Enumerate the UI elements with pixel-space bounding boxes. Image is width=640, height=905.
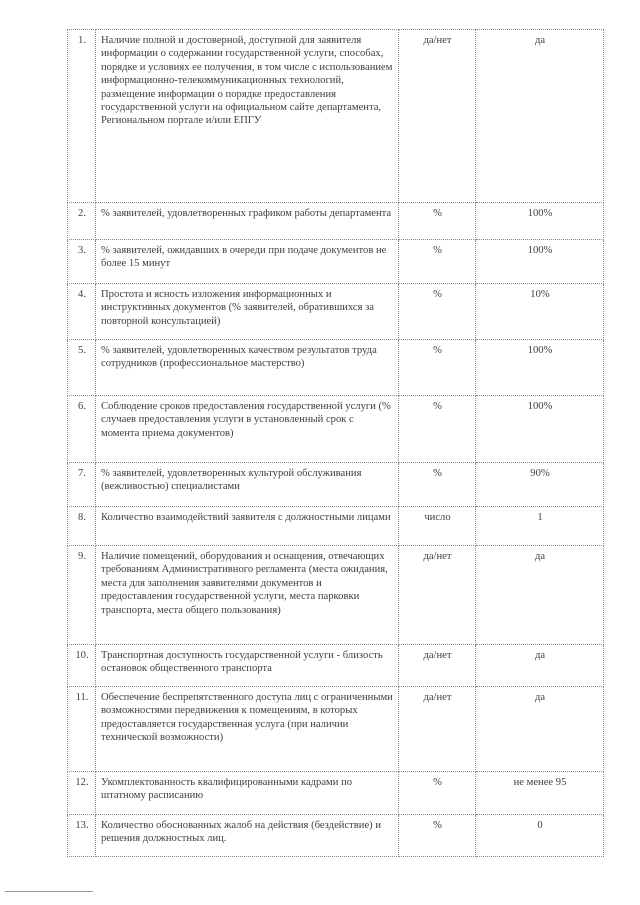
row-number: 13. — [68, 815, 96, 857]
unit-of-measure: да/нет — [399, 30, 476, 203]
table-row — [68, 30, 604, 203]
unit-of-measure: % — [399, 340, 476, 396]
unit-of-measure: % — [399, 815, 476, 857]
indicator-name: Наличие полной и достоверной, доступной для заявителя информации о содержании государственной услуги, способах, порядке и условиях ее получения, в том числе с использованием информационно-телекоммуникационных технологий, размещение информации о порядке предоставления государственной услуги на официальном сайте департамента, Региональном портале и/или ЕПГУ — [96, 30, 399, 203]
indicator-name: Наличие помещений, оборудования и оснащения, отвечающих требованиям Административного регламента (места ожидания, места для заполнения заявителями документов и предоставления государственной услуги, места парковки транспорта, места общего пользования) — [96, 546, 399, 645]
table-row — [68, 240, 604, 284]
row-number: 4. — [68, 284, 96, 340]
table-row — [68, 340, 604, 396]
row-number: 5. — [68, 340, 96, 396]
table-row — [68, 507, 604, 546]
row-number: 6. — [68, 396, 96, 463]
unit-of-measure: число — [399, 507, 476, 546]
indicator-value: 10% — [476, 284, 604, 340]
row-number: 8. — [68, 507, 96, 546]
row-number: 1. — [68, 30, 96, 203]
unit-of-measure: % — [399, 772, 476, 815]
indicator-name: % заявителей, удовлетворенных графиком работы департамента — [96, 203, 399, 240]
indicator-value: да — [476, 546, 604, 645]
footer-rule — [5, 891, 93, 892]
indicator-name: Укомплектованность квалифицированными кадрами по штатному расписанию — [96, 772, 399, 815]
indicator-name: Количество обоснованных жалоб на действия (бездействие) и решения должностных лиц. — [96, 815, 399, 857]
table-row — [68, 687, 604, 772]
indicator-name: % заявителей, удовлетворенных культурой обслуживания (вежливостью) специалистами — [96, 463, 399, 507]
indicator-name: % заявителей, удовлетворенных качеством результатов труда сотрудников (профессиональное мастерство) — [96, 340, 399, 396]
indicator-value: да — [476, 645, 604, 687]
indicator-value: да — [476, 30, 604, 203]
service-quality-indicators-table — [67, 29, 604, 857]
row-number: 9. — [68, 546, 96, 645]
unit-of-measure: % — [399, 463, 476, 507]
table-row — [68, 546, 604, 645]
unit-of-measure: % — [399, 396, 476, 463]
table-row — [68, 203, 604, 240]
table-row — [68, 284, 604, 340]
unit-of-measure: да/нет — [399, 645, 476, 687]
indicator-name: Количество взаимодействий заявителя с должностными лицами — [96, 507, 399, 546]
indicator-name: Простота и ясность изложения информационных и инструктивных документов (% заявителей, обратившихся за повторной консультацией) — [96, 284, 399, 340]
row-number: 12. — [68, 772, 96, 815]
indicator-value: 100% — [476, 240, 604, 284]
row-number: 3. — [68, 240, 96, 284]
row-number: 10. — [68, 645, 96, 687]
indicator-value: да — [476, 687, 604, 772]
unit-of-measure: да/нет — [399, 546, 476, 645]
table-row — [68, 645, 604, 687]
table-row — [68, 463, 604, 507]
indicator-name: Транспортная доступность государственной услуги - близость остановок общественного транспорта — [96, 645, 399, 687]
indicator-value: не менее 95 — [476, 772, 604, 815]
row-number: 2. — [68, 203, 96, 240]
table-row — [68, 815, 604, 857]
indicator-value: 100% — [476, 340, 604, 396]
table-row — [68, 396, 604, 463]
row-number: 11. — [68, 687, 96, 772]
indicator-value: 1 — [476, 507, 604, 546]
row-number: 7. — [68, 463, 96, 507]
indicator-value: 100% — [476, 203, 604, 240]
unit-of-measure: да/нет — [399, 687, 476, 772]
indicator-name: Обеспечение беспрепятственного доступа лиц с ограниченными возможностями передвижения к помещениям, в которых предоставляется государственная услуга (при наличии технической возможности) — [96, 687, 399, 772]
unit-of-measure: % — [399, 203, 476, 240]
indicator-name: Соблюдение сроков предоставления государственной услуги (% случаев предоставления услуги в установленный срок с момента приема документов) — [96, 396, 399, 463]
table-row — [68, 772, 604, 815]
indicator-name: % заявителей, ожидавших в очереди при подаче документов не более 15 минут — [96, 240, 399, 284]
indicator-value: 90% — [476, 463, 604, 507]
unit-of-measure: % — [399, 240, 476, 284]
indicator-value: 0 — [476, 815, 604, 857]
indicator-value: 100% — [476, 396, 604, 463]
unit-of-measure: % — [399, 284, 476, 340]
